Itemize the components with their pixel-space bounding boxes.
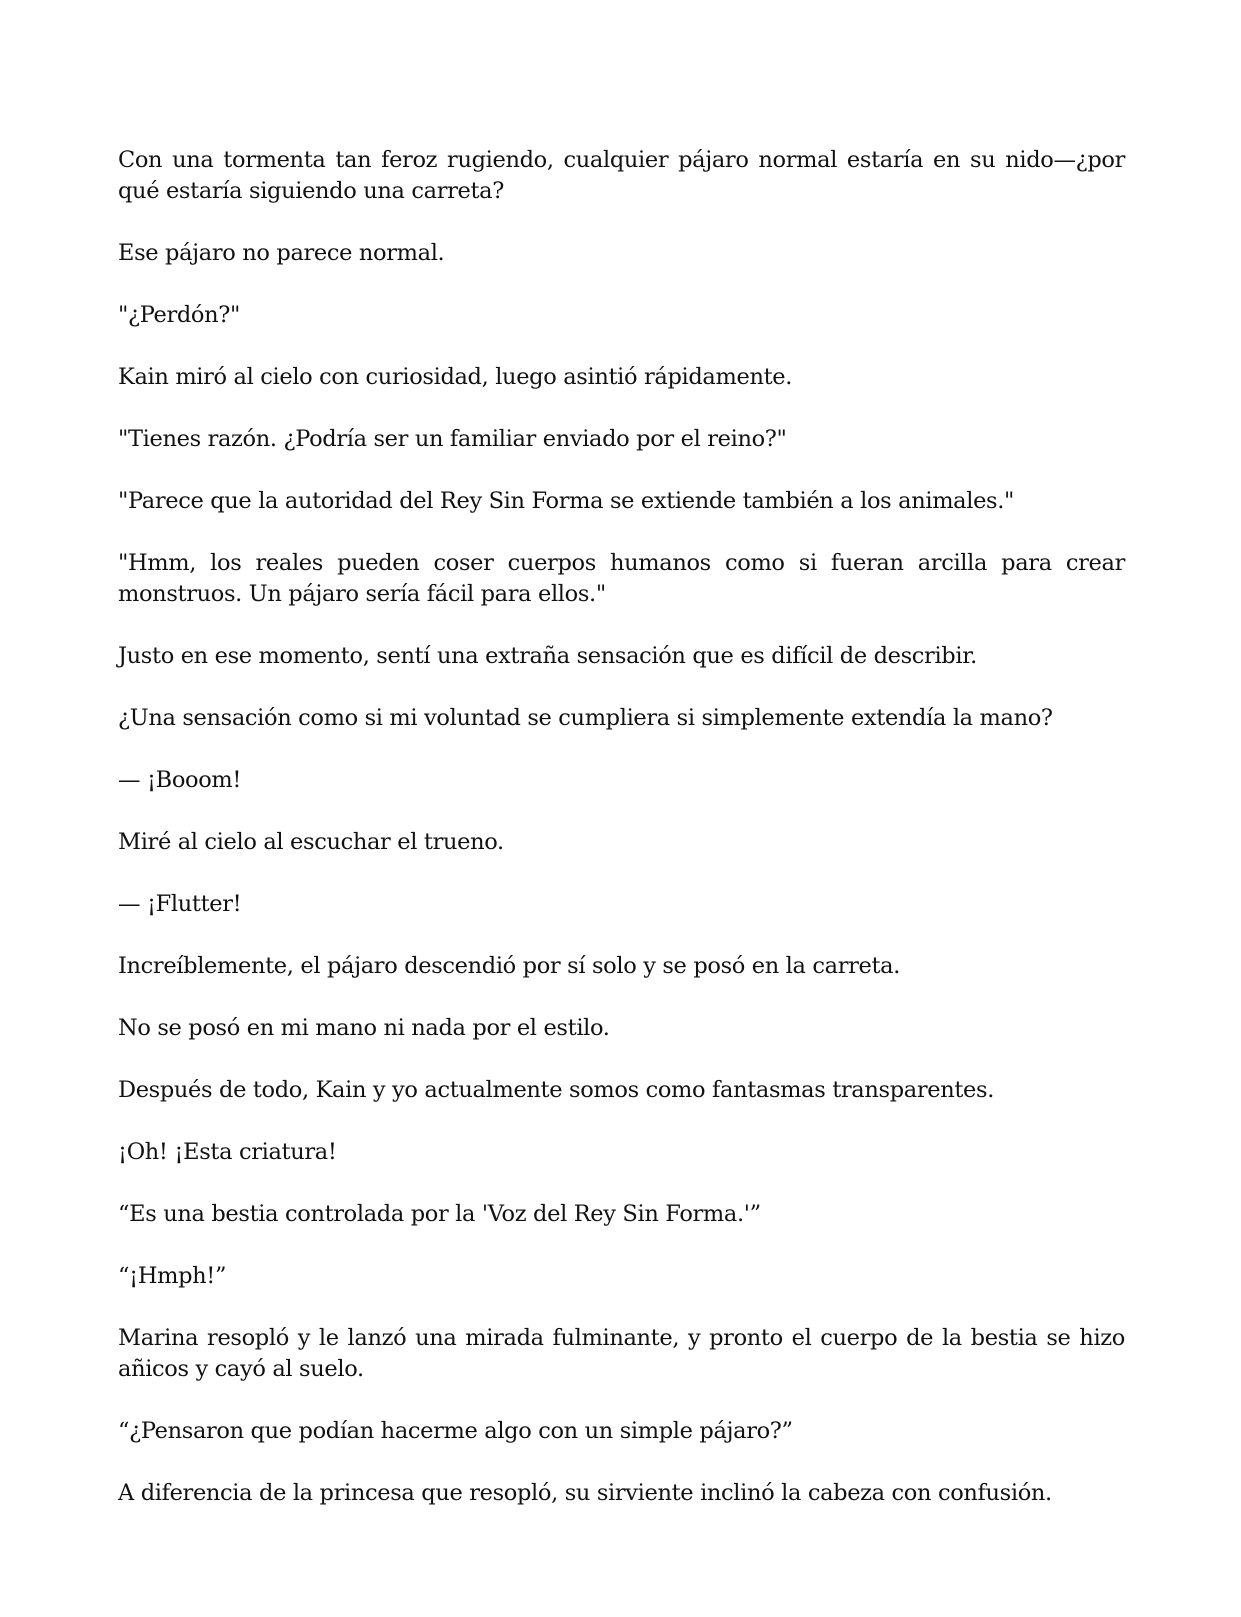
paragraph-6: "Parece que la autoridad del Rey Sin Forma se extiende también a los animales." bbox=[118, 488, 1015, 514]
paragraph-17: “Es una bestia controlada por la 'Voz del Rey Sin Forma.'” bbox=[118, 1201, 761, 1227]
paragraph-18: “¡Hmph!” bbox=[118, 1263, 227, 1289]
paragraph-21: A diferencia de la princesa que resopló, su sirviente inclinó la cabeza con confusión. bbox=[118, 1480, 1052, 1506]
paragraph-20: “¿Pensaron que podían hacerme algo con un simple pájaro?” bbox=[118, 1418, 793, 1444]
paragraph-5: "Tienes razón. ¿Podría ser un familiar enviado por el reino?" bbox=[118, 426, 787, 452]
paragraph-1: Con una tormenta tan feroz rugiendo, cualquier pájaro normal estaría en su nido—¿por qué estaría siguiendo una carreta? bbox=[118, 147, 1125, 204]
paragraph-13: Increíblemente, el pájaro descendió por sí solo y se posó en la carreta. bbox=[118, 953, 901, 979]
paragraph-14: No se posó en mi mano ni nada por el estilo. bbox=[118, 1015, 610, 1041]
paragraph-19: Marina resopló y le lanzó una mirada fulminante, y pronto el cuerpo de la bestia se hizo añicos y cayó al suelo. bbox=[118, 1325, 1125, 1382]
paragraph-12: — ¡Flutter! bbox=[118, 891, 242, 917]
paragraph-16: ¡Oh! ¡Esta criatura! bbox=[118, 1139, 337, 1165]
paragraph-4: Kain miró al cielo con curiosidad, luego asintió rápidamente. bbox=[118, 364, 793, 390]
paragraph-3: "¿Perdón?" bbox=[118, 302, 240, 328]
paragraph-8: Justo en ese momento, sentí una extraña sensación que es difícil de describir. bbox=[118, 643, 977, 669]
paragraph-7: "Hmm, los reales pueden coser cuerpos humanos como si fueran arcilla para crear monstruos. Un pájaro sería fácil para ellos." bbox=[118, 550, 1125, 607]
paragraph-9: ¿Una sensación como si mi voluntad se cumpliera si simplemente extendía la mano? bbox=[118, 705, 1053, 731]
paragraph-15: Después de todo, Kain y yo actualmente somos como fantasmas transparentes. bbox=[118, 1077, 994, 1103]
paragraph-2: Ese pájaro no parece normal. bbox=[118, 240, 445, 266]
paragraph-11: Miré al cielo al escuchar el trueno. bbox=[118, 829, 504, 855]
paragraph-10: — ¡Booom! bbox=[118, 767, 242, 793]
document-page bbox=[118, 145, 1125, 1509]
